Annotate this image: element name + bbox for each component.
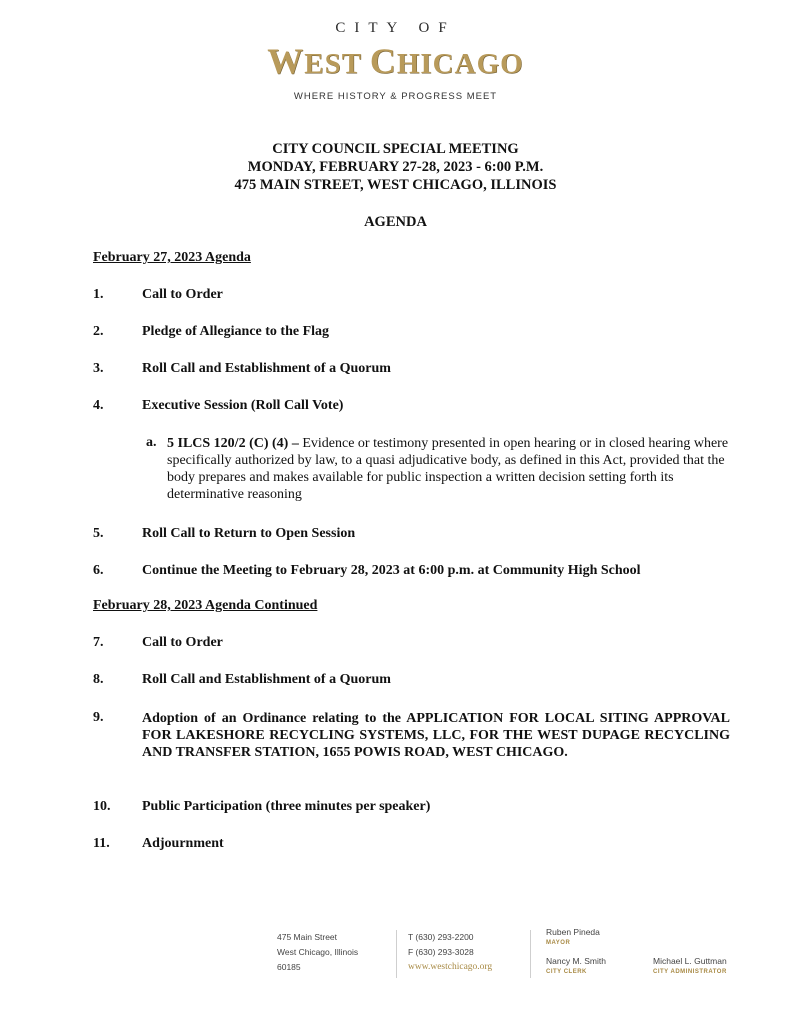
sub-item-letter: a. [146,435,157,450]
item-text: Adoption of an Ordinance relating to the APPLICATION FOR LOCAL SITING APPROVAL FOR LAKESHORE RECYCLING SYSTEMS, LLC, FOR THE WEST DUPAGE RECYCLING AND TRANSFER STATION, 1655 POWIS ROAD, WEST CHICAGO. [142,711,730,760]
footer-street: 475 Main Street [277,932,338,942]
item-number: 9. [93,710,104,725]
section-feb28-heading: February 28, 2023 Agenda Continued [93,598,318,613]
logo-letter-c: C [369,41,397,81]
item-text: Roll Call and Establishment of a Quorum [142,672,391,687]
item-number: 10. [93,799,111,814]
mayor-name: Ruben Pineda [546,927,600,937]
item-text: Call to Order [142,635,223,650]
item-number: 4. [93,398,104,413]
sub-item-citation: 5 ILCS 120/2 (C) (4) – [167,436,299,451]
administrator-name: Michael L. Guttman [653,956,727,966]
sub-item-text [167,435,731,503]
item-number: 5. [93,526,104,541]
logo-text-est: EST [304,48,370,80]
footer-phone: T (630) 293-2200 [408,932,474,942]
footer-contact [408,930,492,975]
item-number: 7. [93,635,104,650]
meeting-date: MONDAY, FEBRUARY 27-28, 2023 - 6:00 P.M. [247,159,544,175]
footer-divider [396,930,397,978]
footer-clerk [546,956,606,978]
item-text: Executive Session (Roll Call Vote) [142,398,344,413]
item-text: Call to Order [142,287,223,302]
item-number: 8. [93,672,104,687]
item-number: 3. [93,361,104,376]
logo-city-of: CITY OF [335,20,456,36]
footer-fax: F (630) 293-3028 [408,947,474,957]
sub-item-description: Evidence or testimony presented in open hearing or in closed hearing where specifically authorized by law, to a quasi adjudicative body, as defined in this Act, provided that the body prepares and makes available for public inspection a written decision setting forth its determinative reasoning [167,436,729,502]
footer-divider [530,930,531,978]
item-number: 2. [93,324,104,339]
item-text: Roll Call and Establishment of a Quorum [142,361,391,376]
item-text: Roll Call to Return to Open Session [142,526,356,541]
item-text: Public Participation (three minutes per speaker) [142,799,431,814]
meeting-title: CITY COUNCIL SPECIAL MEETING [272,141,519,157]
item-number: 1. [93,287,104,302]
item-text: Adjournment [142,836,224,851]
logo-letter-w: W [267,41,305,81]
logo-tagline: WHERE HISTORY & PROGRESS MEET [293,91,498,102]
footer-city: West Chicago, Illinois [277,947,359,957]
footer-administrator [653,956,727,978]
logo-city-name [0,40,791,82]
footer-website-link[interactable]: www.westchicago.org [408,962,493,972]
section-feb27-heading: February 27, 2023 Agenda [93,250,251,265]
clerk-name: Nancy M. Smith [546,956,606,966]
item-number: 11. [93,836,110,851]
administrator-title: CITY ADMINISTRATOR [653,969,727,975]
logo-text-hicago: HICAGO [396,48,524,80]
footer-mayor [546,927,600,949]
footer-address [277,930,358,975]
clerk-title: CITY CLERK [546,969,587,975]
item-text: Pledge of Allegiance to the Flag [142,324,330,339]
mayor-title: MAYOR [546,940,571,946]
footer-zip: 60185 [277,962,301,972]
meeting-location: 475 MAIN STREET, WEST CHICAGO, ILLINOIS [234,177,557,193]
agenda-heading: AGENDA [364,214,427,230]
item-number: 6. [93,563,104,578]
item-text: Continue the Meeting to February 28, 2023 at 6:00 p.m. at Community High School [142,563,641,578]
